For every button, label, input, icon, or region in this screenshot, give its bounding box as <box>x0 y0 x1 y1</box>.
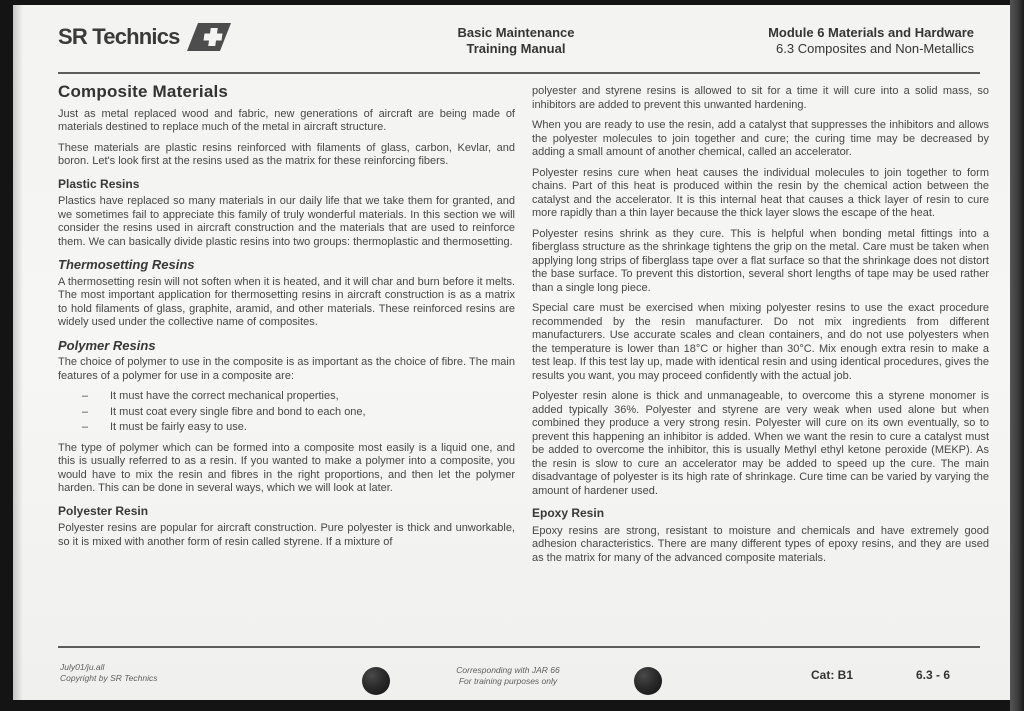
chapter-line: 6.3 Composites and Non-Metallics <box>776 41 974 56</box>
paragraph: Polyester resins shrink as they cure. This is helpful when bonding metal fittings into a fiberglass structure as the shrinkage tightens the grip on the metal. Care must be taken when applying long strips of fiberglass tape over a flat surface so that the shrinkage does not distort the base surface. To prevent this distortion, several short lengths of tape may be used rather than a single long piece. <box>532 227 989 294</box>
paragraph: Polyester resins cure when heat causes the individual molecules to join together to form chains. Part of this heat is produced within the resin by the chemical action between the catalyst and the accelerator. It is this internal heat that causes a thick layer of resin to cure more rapidly than a thin layer because the thick layer slows the escape of the heat. <box>532 166 989 219</box>
list-item <box>58 390 515 404</box>
page-number: 6.3 - 6 <box>916 668 951 682</box>
bullet-text: It must have the correct mechanical properties, <box>110 390 339 402</box>
paragraph: Epoxy resins are strong, resistant to moisture and chemicals and have extremely good adhesion characteristics. There are many different types of epoxy resins, and they are used as the matrix for many of the advanced composite materials. <box>532 524 989 564</box>
left-column <box>58 82 515 572</box>
footer-compliance <box>413 665 603 687</box>
paragraph: Special care must be exercised when mixing polyester resins to use the exact procedure recommended by the resin manufacturer. Do not mix ingredients from different manufacturers. Use accurate scales and clean containers, and do not use polyesters when the temperature is lower than 18°C or higher than 30°C. Mix enough extra resin to make a test leap. If this test lay up, made with identical resin and using identical procedures, gives the results you want, you may proceed confidently with the actual job. <box>532 302 989 382</box>
bullet-dash: – <box>81 421 88 433</box>
paragraph: polyester and styrene resins is allowed to sit for a time it will cure into a solid mass, so inhibitors are added to prevent this unwanted hardening. <box>532 85 989 111</box>
page-body <box>58 82 990 572</box>
module-line: Module 6 Materials and Hardware <box>768 25 974 40</box>
bullet-dash: – <box>81 405 88 418</box>
section-heading-plastic-resins: Plastic Resins <box>58 176 140 191</box>
scan-edge <box>1010 0 1024 711</box>
punch-hole-icon <box>362 667 390 695</box>
paragraph: Just as metal replaced wood and fabric, new generations of aircraft are being made of materials destined to replace much of the metal in aircraft structure. <box>58 107 515 133</box>
bullet-list <box>58 390 515 435</box>
section-heading-epoxy-resin: Epoxy Resin <box>532 506 605 520</box>
manual-title <box>358 22 674 57</box>
paragraph: The type of polymer which can be formed into a composite most easily is a liquid one, and this is usually referred to as a resin. If you wanted to make a polymer into a composite, you would have to mix the resin and fibres in the right proportions, and then let the polymer harden. This can be done in several ways, which we will look at later. <box>58 441 515 494</box>
page-title: Composite Materials <box>58 82 229 101</box>
bullet-dash: – <box>81 390 88 402</box>
jar-reference: Corresponding with JAR 66 <box>456 665 560 675</box>
manual-page <box>13 5 1010 700</box>
paragraph: Polyester resins are popular for aircraft construction. Pure polyester is thick and unworkable, so it is mixed with another form of resin called styrene. If a mixture of <box>58 522 515 548</box>
bullet-text: It must be fairly easy to use. <box>110 421 247 433</box>
bullet-text: It must coat every single fibre and bond to each one, <box>110 405 366 418</box>
header-rule <box>58 72 980 74</box>
list-item <box>58 421 515 435</box>
training-disclaimer: For training purposes only <box>458 676 558 686</box>
manual-title-line1: Basic Maintenance <box>457 25 575 40</box>
footer-rule <box>58 646 980 648</box>
section-heading-thermosetting-resins: Thermosetting Resins <box>58 257 195 272</box>
copyright-notice: Copyright by SR Technics <box>60 673 158 683</box>
sr-technics-logo <box>58 22 358 52</box>
paragraph: These materials are plastic resins reinforced with filaments of glass, carbon, Kevlar, and boron. Let's look first at the resins used as the matrix for these reinforcing fibers. <box>58 141 515 167</box>
revision-date: July01/ju.all <box>60 662 105 672</box>
module-title <box>674 22 974 57</box>
section-heading-polymer-resins: Polymer Resins <box>58 337 156 353</box>
paragraph: When you are ready to use the resin, add a catalyst that suppresses the inhibitors and allows the polyester molecules to join together and cure; the curing time may be decreased by adding a small amount of another chemical, called an accelerator. <box>532 119 989 158</box>
list-item <box>58 406 515 420</box>
punch-hole-icon <box>634 667 662 695</box>
paragraph: Plastics have replaced so many materials in our daily life that we take them for granted, and we sometimes fail to appreciate this family of truly wonderful materials. In this section we will consider the resins used in aircraft construction and the materials that are used to reinforce them. We can basically divide plastic resins into two groups: thermoplastic and thermosetting. <box>58 195 515 248</box>
category-label: Cat: B1 <box>811 668 854 682</box>
page-header <box>13 5 1010 57</box>
logo-text: SR Technics <box>58 24 180 49</box>
manual-title-line2: Training Manual <box>466 41 566 56</box>
paragraph: The choice of polymer to use in the composite is as important as the choice of fibre. The main features of a polymer for use in a composite are: <box>58 356 515 382</box>
right-column <box>532 85 989 572</box>
paragraph: Polyester resin alone is thick and unmanageable, to overcome this a styrene monomer is added typically 36%. Polyester and styrene are very weak when used alone but when combined they produce a very strong resin. Polyester will cure on its own eventually, so to prevent this happening an inhibitor is added. When we want the resin to cure a catalyst must be added to overcome the inhibitor, this is usually Methyl ethyl ketone peroxide (MEKP). As the resin is slow to cure an accelerator may be added to speed up the cure. The main disadvantage of polyester is its high rate of shrinkage. Cure time can be varied by varying the amount of hardener used. <box>532 390 989 497</box>
footer-revision <box>60 662 157 684</box>
swiss-cross-parallelogram-icon <box>186 22 232 52</box>
section-heading-polyester-resin: Polyester Resin <box>58 503 149 518</box>
paragraph: A thermosetting resin will not soften when it is heated, and it will char and burn before it melts. The most important application for thermosetting resins in aircraft construction is as a matrix to hold filaments of glass, graphite, aramid, and other materials. These reinforced resins are widely used under the collective name of composites. <box>58 275 515 328</box>
